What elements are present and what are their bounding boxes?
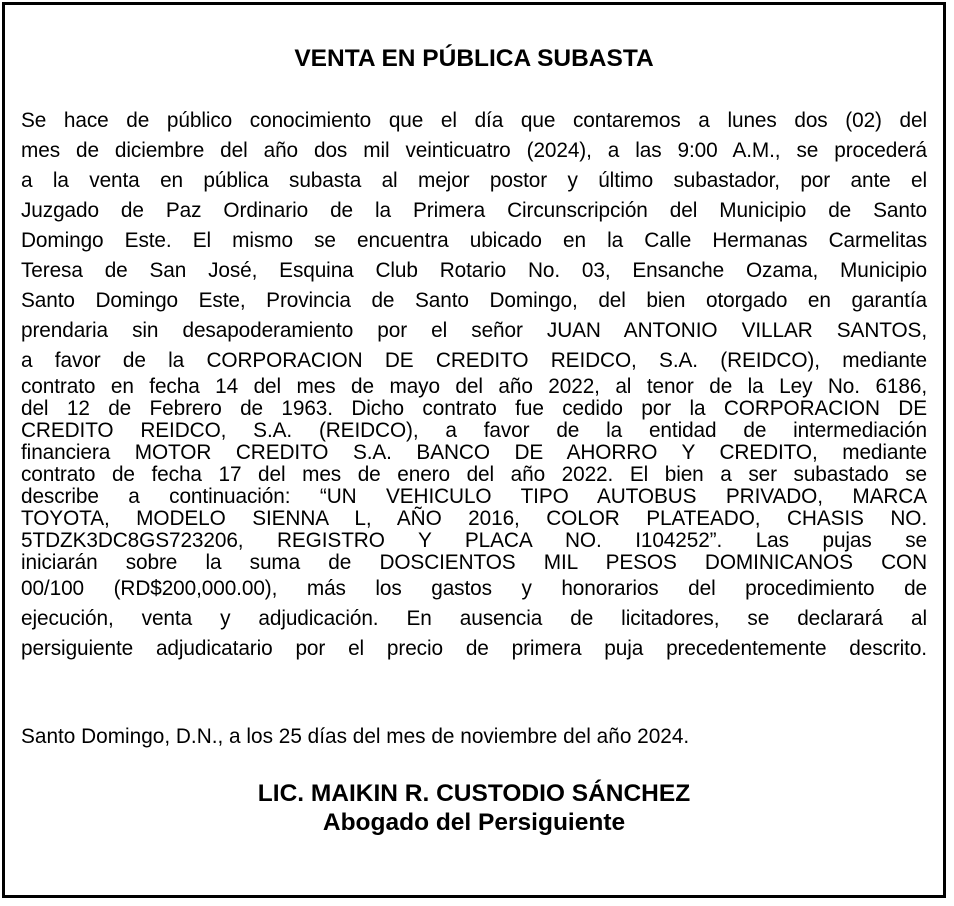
- body-line: CREDITO REIDCO, S.A. (REIDCO), a favor de la entidad de intermediación: [21, 419, 927, 442]
- body-line: mes de diciembre del año dos mil veinticuatro (2024), a las 9:00 A.M., se procederá: [21, 139, 927, 162]
- notice-body: [21, 106, 927, 664]
- body-line: Juzgado de Paz Ordinario de la Primera Circunscripción del Municipio de Santo: [21, 199, 927, 222]
- body-line: Se hace de público conocimiento que el día que contaremos a lunes dos (02) del: [21, 109, 927, 132]
- body-line: ejecución, venta y adjudicación. En ausencia de licitadores, se declarará al: [21, 607, 927, 630]
- body-line: del 12 de Febrero de 1963. Dicho contrato fue cedido por la CORPORACION DE: [21, 397, 927, 420]
- dateline: Santo Domingo, D.N., a los 25 días del mes de noviembre del año 2024.: [21, 725, 690, 748]
- body-line: persiguiente adjudicatario por el precio de primera puja precedentemente descrito.: [21, 637, 927, 660]
- body-line: 5TDZK3DC8GS723206, REGISTRO Y PLACA NO. I104252”. Las pujas se: [21, 529, 927, 552]
- body-line: Teresa de San José, Esquina Club Rotario No. 03, Ensanche Ozama, Municipio: [21, 259, 927, 282]
- body-line: contrato de fecha 17 del mes de enero del año 2022. El bien a ser subastado se: [21, 463, 927, 486]
- legal-notice: [2, 2, 946, 898]
- body-line: financiera MOTOR CREDITO S.A. BANCO DE AHORRO Y CREDITO, mediante: [21, 441, 927, 464]
- body-line: contrato en fecha 14 del mes de mayo del año 2022, al tenor de la Ley No. 6186,: [21, 375, 927, 398]
- signer-name: LIC. MAIKIN R. CUSTODIO SÁNCHEZ: [257, 780, 691, 807]
- body-line: a favor de la CORPORACION DE CREDITO REIDCO, S.A. (REIDCO), mediante: [21, 349, 927, 372]
- body-line: 00/100 (RD$200,000.00), más los gastos y honorarios del procedimiento de: [21, 577, 927, 600]
- body-line: describe a continuación: “UN VEHICULO TIPO AUTOBUS PRIVADO, MARCA: [21, 485, 927, 508]
- body-line: prendaria sin desapoderamiento por el señor JUAN ANTONIO VILLAR SANTOS,: [21, 319, 927, 342]
- body-line: a la venta en pública subasta al mejor postor y último subastador, por ante el: [21, 169, 927, 192]
- body-line: TOYOTA, MODELO SIENNA L, AÑO 2016, COLOR PLATEADO, CHASIS NO.: [21, 507, 927, 530]
- body-line: Santo Domingo Este, Provincia de Santo Domingo, del bien otorgado en garantía: [21, 289, 927, 312]
- body-line: Domingo Este. El mismo se encuentra ubicado en la Calle Hermanas Carmelitas: [21, 229, 927, 252]
- body-line: iniciarán sobre la suma de DOSCIENTOS MIL PESOS DOMINICANOS CON: [21, 551, 927, 574]
- signer-role: Abogado del Persiguiente: [322, 809, 626, 836]
- notice-title: VENTA EN PÚBLICA SUBASTA: [294, 45, 654, 72]
